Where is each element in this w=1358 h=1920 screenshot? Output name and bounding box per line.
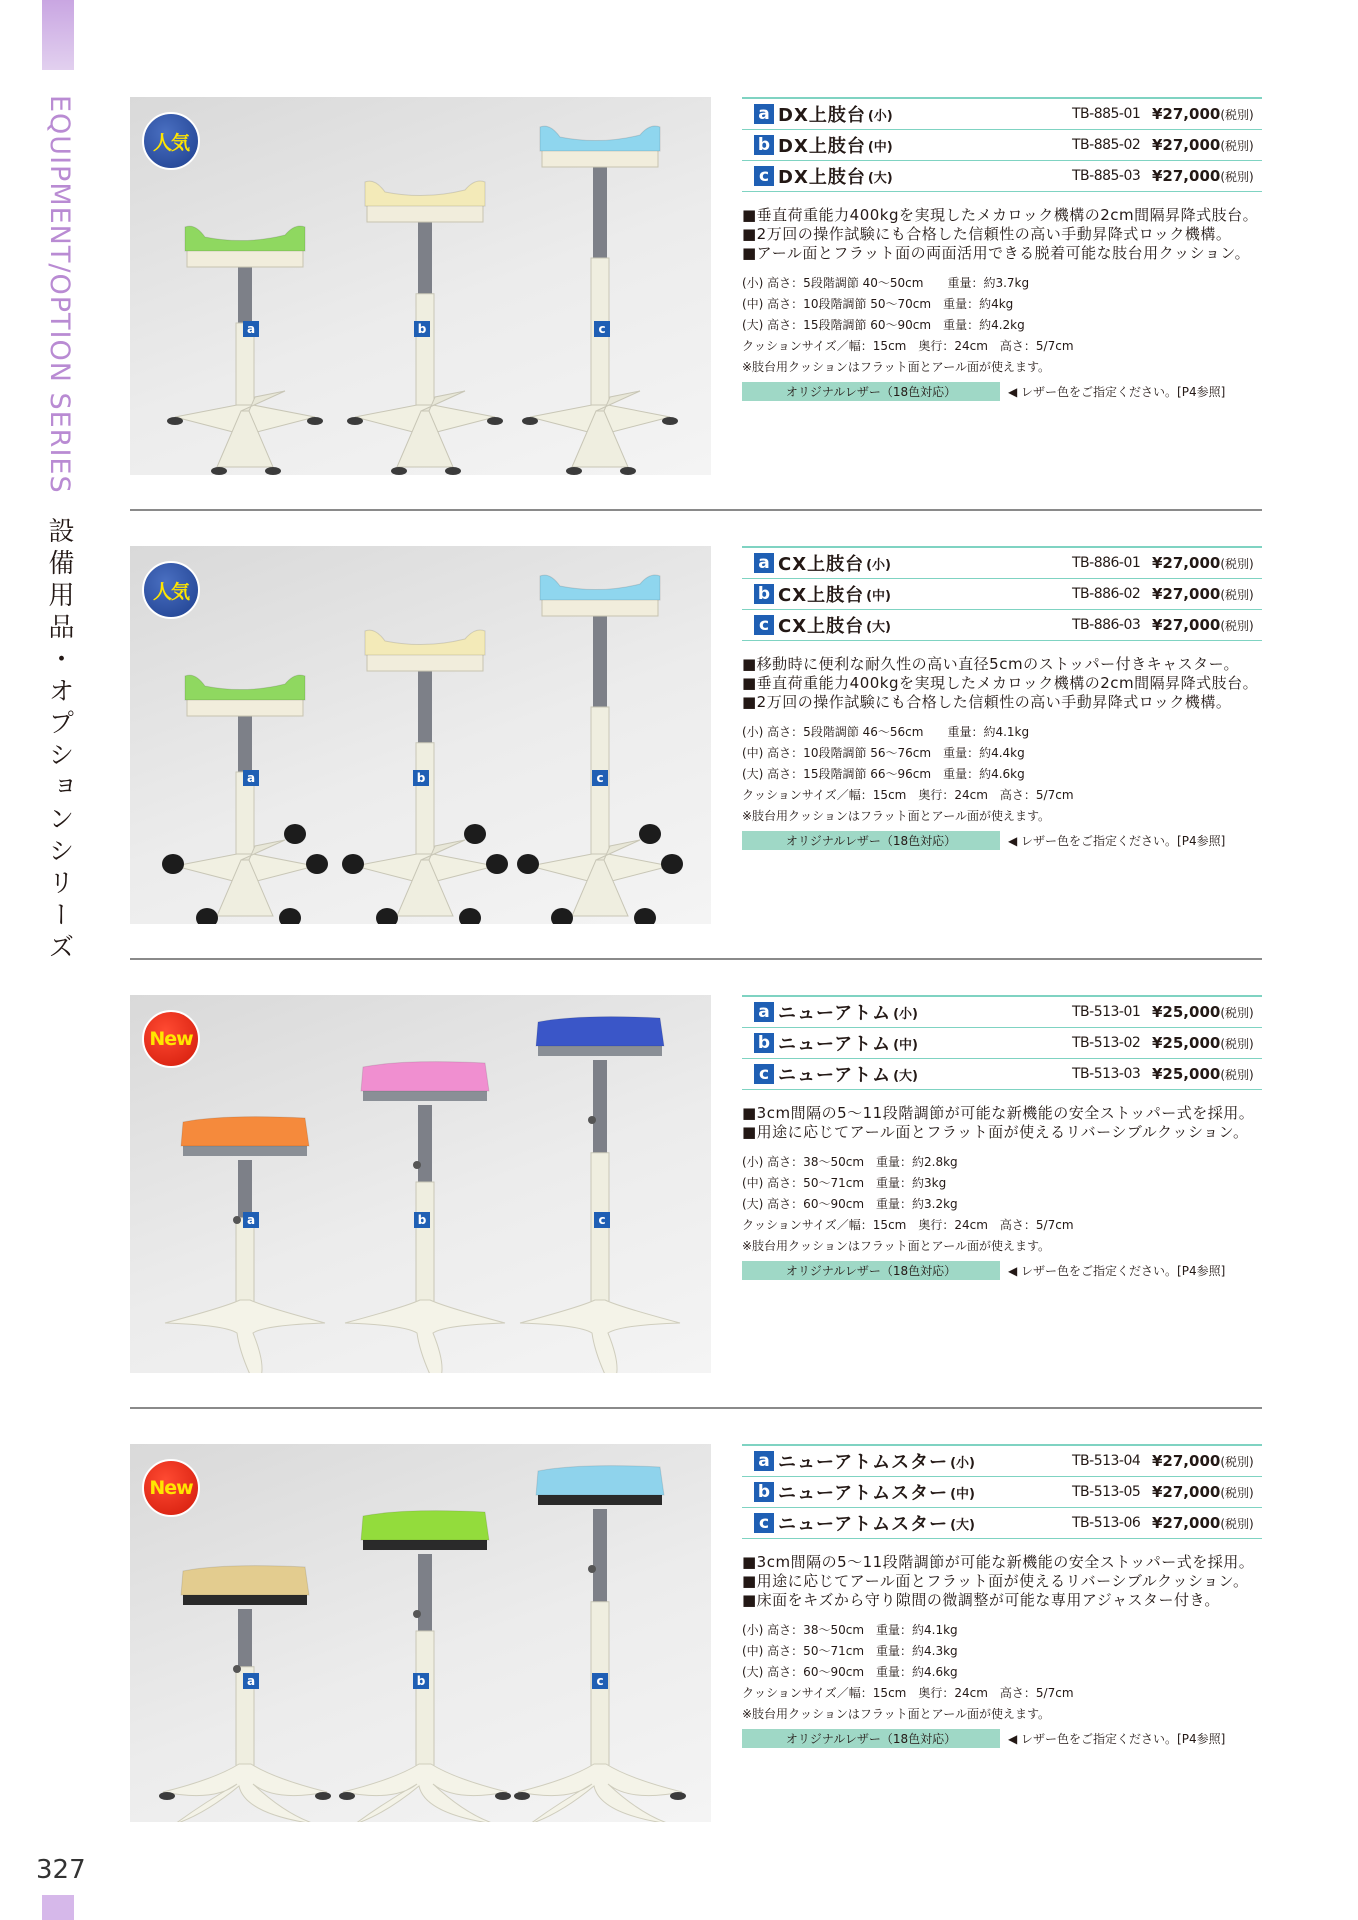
product-letter: a [754, 553, 774, 573]
tax-note: (税別) [1220, 1068, 1254, 1082]
product-price [1152, 167, 1254, 185]
product-price [1152, 105, 1254, 123]
product-name: CX上肢台 [778, 585, 865, 606]
spec-list [742, 1152, 1262, 1257]
product-price [1152, 616, 1254, 634]
product-row [742, 1477, 1262, 1508]
product-name: CX上肢台 [778, 554, 865, 575]
spec-list [742, 1620, 1262, 1725]
spec-item: (大) 高さ：60〜90cm 重量：約3.2kg [742, 1197, 958, 1211]
product-letter: b [754, 584, 774, 604]
feature-item: ■垂直荷重能力400kgを実現したメカロック機構の2cm間隔昇降式肢台。 [742, 206, 1259, 224]
feature-item: ■移動時に便利な耐久性の高い直径5cmのストッパー付きキャスター。 [742, 655, 1240, 673]
price-value: ¥27,000 [1152, 1483, 1221, 1501]
product-letter: b [754, 1033, 774, 1053]
leather-option: オリジナルレザー（18色対応） [742, 1261, 1000, 1280]
product-section [130, 97, 1260, 477]
spec-item: (小) 高さ：38〜50cm 重量：約2.8kg [742, 1155, 958, 1169]
side-accent-bar [42, 0, 74, 70]
product-name: ニューアトムスター [778, 1483, 949, 1504]
price-value: ¥25,000 [1152, 1065, 1221, 1083]
product-size: (小) [867, 108, 893, 124]
product-letter: c [754, 1064, 774, 1084]
product-row [742, 97, 1262, 130]
product-name: ニューアトムスター [778, 1452, 949, 1473]
product-row [742, 579, 1262, 610]
product-name: CX上肢台 [778, 616, 865, 637]
product-row [742, 610, 1262, 641]
product-letter: a [754, 1002, 774, 1022]
product-row [742, 546, 1262, 579]
product-code: TB-513-02 [1072, 1035, 1141, 1051]
spec-item: ※肢台用クッションはフラット面とアール面が使えます。 [742, 360, 1051, 374]
feature-list [742, 1553, 1262, 1610]
price-value: ¥25,000 [1152, 1034, 1221, 1052]
product-info [742, 97, 1262, 401]
spec-list [742, 722, 1262, 827]
spec-item: クッションサイズ／幅：15cm 奥行：24cm 高さ：5/7cm [742, 788, 1074, 802]
product-section [130, 995, 1260, 1375]
product-name: ニューアトムスター [778, 1514, 949, 1535]
tax-note: (税別) [1220, 108, 1254, 122]
tax-note: (税別) [1220, 1006, 1254, 1020]
product-letter: c [754, 615, 774, 635]
feature-item: ■2万回の操作試験にも合格した信頼性の高い手動昇降式ロック機構。 [742, 693, 1232, 711]
feature-item: ■2万回の操作試験にも合格した信頼性の高い手動昇降式ロック機構。 [742, 225, 1232, 243]
product-letter: b [754, 135, 774, 155]
product-code: TB-513-03 [1072, 1066, 1141, 1082]
product-row [742, 995, 1262, 1028]
photo-label-c: c [592, 770, 608, 786]
product-photo [130, 1444, 711, 1822]
photo-label-a: a [243, 321, 259, 337]
photo-label-c: c [592, 1673, 608, 1689]
product-code: TB-886-03 [1072, 617, 1141, 633]
product-code: TB-886-02 [1072, 586, 1141, 602]
stool-illustration [159, 1566, 331, 1822]
side-category-english: EQUIPMENT/OPTION SERIES [44, 95, 75, 494]
photo-label-b: b [413, 770, 429, 786]
spec-item: (中) 高さ：10段階調節 56〜76cm 重量：約4.4kg [742, 746, 1025, 760]
price-value: ¥27,000 [1152, 105, 1221, 123]
leather-note: ◀ レザー色をご指定ください。[P4参照] [1008, 385, 1226, 399]
product-price [1152, 585, 1254, 603]
product-section [130, 1444, 1260, 1824]
product-price [1152, 1483, 1254, 1501]
product-size: (大) [866, 619, 891, 635]
stool-illustration [522, 126, 678, 475]
tax-note: (税別) [1220, 557, 1254, 571]
product-row [742, 1508, 1262, 1539]
feature-item: ■用途に応じてアール面とフラット面が使えるリバーシブルクッション。 [742, 1572, 1249, 1590]
product-letter: c [754, 166, 774, 186]
stool-illustration [339, 1511, 511, 1822]
feature-item: ■床面をキズから守り隙間の微調整が可能な専用アジャスター付き。 [742, 1591, 1220, 1609]
product-size: (中) [867, 139, 893, 155]
product-name: ニューアトム [778, 1003, 892, 1024]
product-code: TB-513-05 [1072, 1484, 1141, 1500]
leather-option: オリジナルレザー（18色対応） [742, 1729, 1000, 1748]
spec-item: (中) 高さ：50〜71cm 重量：約4.3kg [742, 1644, 958, 1658]
new-badge: New [142, 1459, 200, 1517]
section-divider [130, 509, 1262, 511]
product-price [1152, 1452, 1254, 1470]
product-size: (小) [866, 557, 891, 573]
product-photo-drawing [130, 97, 711, 475]
feature-list [742, 206, 1262, 263]
side-category-japanese: 設備用品・オプションシリーズ [44, 517, 74, 966]
price-value: ¥27,000 [1152, 167, 1221, 185]
photo-label-b: b [414, 1212, 430, 1228]
feature-item: ■3cm間隔の5〜11段階調節が可能な新機能の安全ストッパー式を採用。 [742, 1553, 1255, 1571]
product-code: TB-886-01 [1072, 555, 1141, 571]
tax-note: (税別) [1220, 1486, 1254, 1500]
product-size: (中) [950, 1486, 975, 1502]
feature-list [742, 1104, 1262, 1142]
stool-illustration [517, 575, 683, 924]
leather-row [742, 382, 1262, 401]
popular-badge: 人気 [142, 561, 200, 619]
product-price [1152, 554, 1254, 572]
leather-row [742, 1261, 1262, 1280]
leather-note: ◀ レザー色をご指定ください。[P4参照] [1008, 1264, 1226, 1278]
tax-note: (税別) [1220, 1517, 1254, 1531]
product-info [742, 546, 1262, 850]
photo-label-a: a [243, 1673, 259, 1689]
stool-illustration [162, 675, 328, 924]
spec-item: (大) 高さ：15段階調節 66〜96cm 重量：約4.6kg [742, 767, 1025, 781]
tax-note: (税別) [1220, 1455, 1254, 1469]
section-divider [130, 1407, 1262, 1409]
price-value: ¥25,000 [1152, 1003, 1221, 1021]
price-value: ¥27,000 [1152, 1452, 1221, 1470]
product-size: (大) [893, 1068, 918, 1084]
product-letter: c [754, 1513, 774, 1533]
product-size: (大) [867, 170, 893, 186]
spec-item: クッションサイズ／幅：15cm 奥行：24cm 高さ：5/7cm [742, 1686, 1074, 1700]
product-code: TB-513-06 [1072, 1515, 1141, 1531]
leather-row [742, 1729, 1262, 1748]
product-info [742, 995, 1262, 1280]
feature-item: ■アール面とフラット面の両面活用できる脱着可能な肢台用クッション。 [742, 244, 1251, 262]
photo-label-b: b [413, 1673, 429, 1689]
page-number: 327 [36, 1855, 86, 1885]
product-price [1152, 1514, 1254, 1532]
product-letter: a [754, 1451, 774, 1471]
feature-item: ■3cm間隔の5〜11段階調節が可能な新機能の安全ストッパー式を採用。 [742, 1104, 1255, 1122]
stool-illustration [520, 1017, 680, 1373]
price-value: ¥27,000 [1152, 616, 1221, 634]
tax-note: (税別) [1220, 170, 1254, 184]
product-name: DX上肢台 [778, 105, 866, 126]
price-value: ¥27,000 [1152, 1514, 1221, 1532]
spec-item: (中) 高さ：50〜71cm 重量：約3kg [742, 1176, 947, 1190]
product-code: TB-885-01 [1072, 106, 1141, 122]
price-value: ¥27,000 [1152, 554, 1221, 572]
leather-note: ◀ レザー色をご指定ください。[P4参照] [1008, 1732, 1226, 1746]
product-row [742, 1444, 1262, 1477]
product-price [1152, 1003, 1254, 1021]
product-row [742, 130, 1262, 161]
product-letter: a [754, 104, 774, 124]
product-size: (大) [950, 1517, 975, 1533]
product-photo-drawing [130, 546, 711, 924]
product-photo [130, 546, 711, 924]
product-row [742, 1059, 1262, 1090]
product-photo-drawing [130, 1444, 711, 1822]
spec-item: (大) 高さ：60〜90cm 重量：約4.6kg [742, 1665, 958, 1679]
photo-label-a: a [243, 770, 259, 786]
tax-note: (税別) [1220, 139, 1254, 153]
product-size: (小) [950, 1455, 975, 1471]
product-price [1152, 136, 1254, 154]
product-code: TB-513-04 [1072, 1453, 1141, 1469]
product-name: ニューアトム [778, 1034, 892, 1055]
stool-illustration [167, 226, 323, 475]
spec-item: (小) 高さ：5段階調節 46〜56cm 重量：約4.1kg [742, 725, 1030, 739]
product-photo [130, 97, 711, 475]
product-price [1152, 1065, 1254, 1083]
product-photo [130, 995, 711, 1373]
product-size: (中) [866, 588, 891, 604]
spec-list [742, 273, 1262, 378]
spec-item: ※肢台用クッションはフラット面とアール面が使えます。 [742, 1239, 1051, 1253]
spec-item: (大) 高さ：15段階調節 60〜90cm 重量：約4.2kg [742, 318, 1025, 332]
price-value: ¥27,000 [1152, 585, 1221, 603]
product-photo-drawing [130, 995, 711, 1373]
feature-item: ■垂直荷重能力400kgを実現したメカロック機構の2cm間隔昇降式肢台。 [742, 674, 1259, 692]
product-price [1152, 1034, 1254, 1052]
spec-item: クッションサイズ／幅：15cm 奥行：24cm 高さ：5/7cm [742, 339, 1074, 353]
product-name: DX上肢台 [778, 167, 866, 188]
product-letter: b [754, 1482, 774, 1502]
leather-option: オリジナルレザー（18色対応） [742, 382, 1000, 401]
product-code: TB-885-02 [1072, 137, 1141, 153]
tax-note: (税別) [1220, 619, 1254, 633]
spec-item: (小) 高さ：38〜50cm 重量：約4.1kg [742, 1623, 958, 1637]
product-code: TB-513-01 [1072, 1004, 1141, 1020]
leather-option: オリジナルレザー（18色対応） [742, 831, 1000, 850]
photo-label-a: a [243, 1212, 259, 1228]
product-name: DX上肢台 [778, 136, 866, 157]
spec-item: (中) 高さ：10段階調節 50〜70cm 重量：約4kg [742, 297, 1014, 311]
spec-item: (小) 高さ：5段階調節 40〜50cm 重量：約3.7kg [742, 276, 1030, 290]
product-row [742, 1028, 1262, 1059]
section-divider [130, 958, 1262, 960]
product-code: TB-885-03 [1072, 168, 1141, 184]
side-category-label [44, 95, 75, 966]
feature-item: ■用途に応じてアール面とフラット面が使えるリバーシブルクッション。 [742, 1123, 1249, 1141]
price-value: ¥27,000 [1152, 136, 1221, 154]
feature-list [742, 655, 1262, 712]
product-row [742, 161, 1262, 192]
leather-note: ◀ レザー色をご指定ください。[P4参照] [1008, 834, 1226, 848]
product-size: (小) [893, 1006, 918, 1022]
stool-illustration [165, 1117, 325, 1373]
product-size: (中) [893, 1037, 918, 1053]
stool-illustration [514, 1466, 686, 1822]
tax-note: (税別) [1220, 1037, 1254, 1051]
product-info [742, 1444, 1262, 1748]
photo-label-c: c [594, 321, 610, 337]
photo-label-b: b [414, 321, 430, 337]
spec-item: ※肢台用クッションはフラット面とアール面が使えます。 [742, 1707, 1051, 1721]
leather-row [742, 831, 1262, 850]
product-name: ニューアトム [778, 1065, 892, 1086]
side-accent-bar-bottom [42, 1895, 74, 1920]
spec-item: クッションサイズ／幅：15cm 奥行：24cm 高さ：5/7cm [742, 1218, 1074, 1232]
tax-note: (税別) [1220, 588, 1254, 602]
product-section [130, 546, 1260, 926]
popular-badge: 人気 [142, 112, 200, 170]
spec-item: ※肢台用クッションはフラット面とアール面が使えます。 [742, 809, 1051, 823]
photo-label-c: c [594, 1212, 610, 1228]
new-badge: New [142, 1010, 200, 1068]
